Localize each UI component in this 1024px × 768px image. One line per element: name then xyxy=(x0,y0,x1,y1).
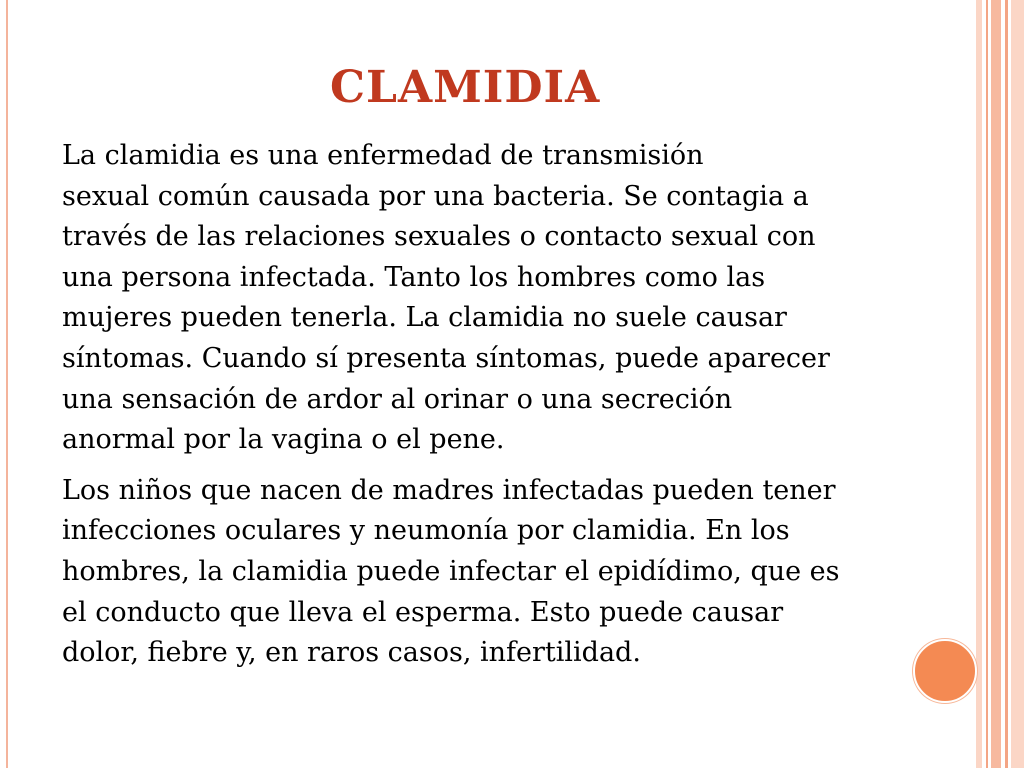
right-stripe-2 xyxy=(986,0,988,768)
right-stripe-5 xyxy=(1011,0,1024,768)
right-stripe-1 xyxy=(976,0,982,768)
body-paragraph-2: Los niños que nacen de madres infectadas pueden tener infecciones oculares y neumonía por clamidia. En los hombres, la clamidia puede infectar el epidídimo, que es el conducto que lleva el esperma. Esto puede causar dolor, fiebre y, en raros casos, infertilidad. xyxy=(62,474,840,669)
slide-body xyxy=(62,136,962,674)
decorative-circle xyxy=(913,639,977,703)
body-paragraph-1: La clamidia es una enfermedad de transmisión sexual común causada por una bacteria. Se contagia a través de las relaciones sexuales o contacto sexual con una persona infectada. Tanto los hombres como las mujeres pueden tenerla. La clamidia no suele causar síntomas. Cuando sí presenta síntomas, puede aparecer una sensación de ardor al orinar o una secreción anormal por la vagina o el pene. xyxy=(62,140,830,456)
right-stripe-3 xyxy=(991,0,1001,768)
slide-title: CLAMIDIA xyxy=(330,62,601,113)
left-border-line xyxy=(6,0,8,768)
right-stripe-4 xyxy=(1005,0,1008,768)
